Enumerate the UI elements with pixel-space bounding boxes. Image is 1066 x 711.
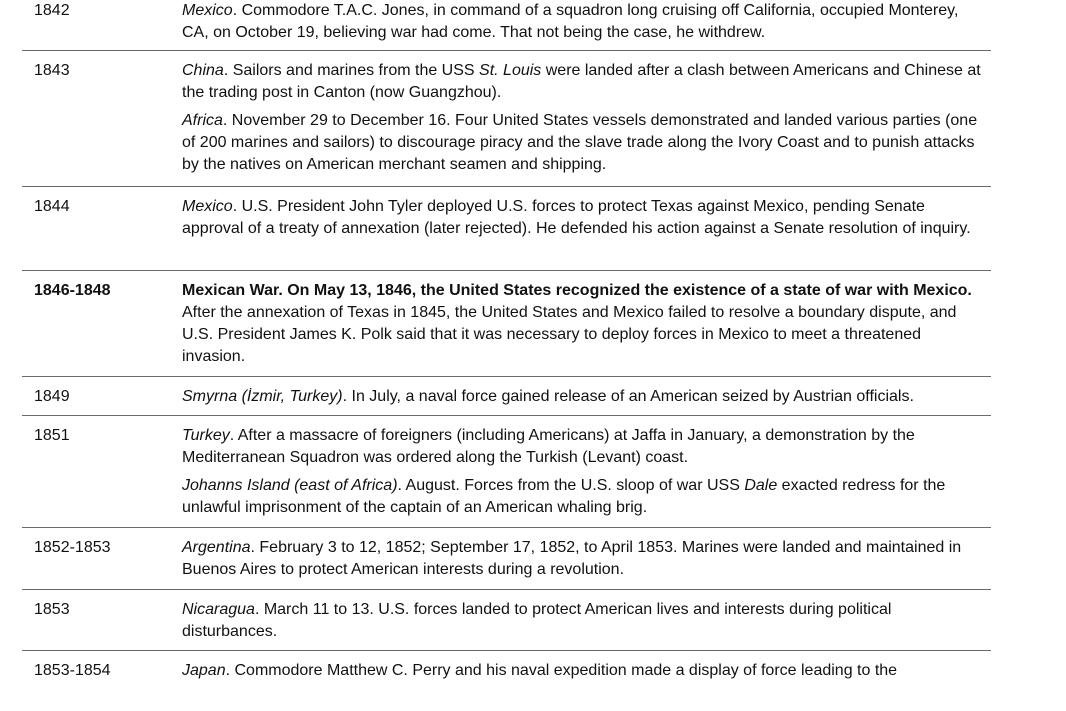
year-cell: 1842 (34, 2, 70, 19)
table-row (22, 377, 991, 416)
description-cell (182, 599, 982, 649)
description-text: . August. Forces from the U.S. sloop of war USS (397, 477, 745, 494)
location-label: Mexico (182, 2, 233, 19)
location-label: China (182, 62, 224, 79)
description-text: . U.S. President John Tyler deployed U.S. forces to protect Texas against Mexico, pending Senate approval of a treaty of annexation (later rejected). He defended his action against a Senate resolution of inquiry. (182, 198, 971, 237)
description-cell (182, 660, 982, 688)
year-cell: 1844 (34, 198, 70, 215)
location-label: Mexico (182, 198, 233, 215)
location-label: Argentina (182, 539, 251, 556)
table-row (22, 590, 991, 651)
table-row (22, 51, 991, 187)
description-text: . Commodore Matthew C. Perry and his naval expedition made a display of force leading to the (225, 662, 898, 679)
description-cell (182, 60, 982, 182)
year-cell: 1846-1848 (34, 282, 111, 299)
location-label: Nicaragua (182, 601, 255, 618)
description-text: . November 29 to December 16. Four United States vessels demonstrated and landed various parties (one of 200 marines and sailors) to discourage piracy and the slave trade along the Ivory Coast and to punish attacks by the natives on American merchant seamen and shipping. (182, 112, 978, 173)
description-text: . February 3 to 12, 1852; September 17, 1852, to April 1853. Marines were landed and maintained in Buenos Aires to protect American interests during a revolution. (182, 539, 962, 578)
location-label: Smyrna (İzmir, Turkey) (182, 388, 343, 405)
location-label: Africa (182, 112, 223, 129)
year-cell: 1849 (34, 388, 70, 405)
description-cell (182, 280, 982, 374)
description-text: exacted redress for the unlawful imprisonment of the captain of an American whaling brig. (182, 477, 946, 516)
ship-name: Dale (744, 477, 778, 494)
table-row (22, 187, 991, 271)
description-cell (182, 386, 982, 414)
description-cell (182, 0, 982, 50)
table-row (22, 0, 991, 51)
description-cell (182, 196, 982, 246)
table-row (22, 416, 991, 528)
table-row (22, 651, 991, 711)
description-text: were landed after a clash between Americans and Chinese at the trading post in Canton (now Guangzhou). (182, 62, 981, 101)
year-cell: 1853-1854 (34, 662, 111, 679)
location-label: Turkey (182, 427, 230, 444)
year-cell: 1852-1853 (34, 539, 111, 556)
year-cell: 1851 (34, 427, 70, 444)
location-label: Johanns Island (east of Africa) (182, 477, 398, 494)
description-text: . In July, a naval force gained release of an American seized by Austrian officials. (342, 388, 914, 405)
war-heading: Mexican War. On May 13, 1846, the United States recognized the existence of a state of war with Mexico. (182, 282, 972, 299)
description-cell (182, 537, 982, 587)
description-cell (182, 425, 982, 525)
ship-name: St. Louis (479, 62, 542, 79)
description-text: . Sailors and marines from the USS (223, 62, 480, 79)
table-row (22, 528, 991, 590)
location-label: Japan (182, 662, 226, 679)
year-cell: 1853 (34, 601, 70, 618)
table-row (22, 271, 991, 377)
description-text: . March 11 to 13. U.S. forces landed to protect American lives and interests during political disturbances. (182, 601, 892, 640)
description-text: After the annexation of Texas in 1845, the United States and Mexico failed to resolve a boundary dispute, and U.S. President James K. Polk said that it was necessary to deploy forces in Mexico to meet a threatened invasion. (182, 304, 957, 365)
description-text: . Commodore T.A.C. Jones, in command of a squadron long cruising off California, occupied Monterey, CA, on October 19, believing war had come. That not being the case, he withdrew. (182, 2, 959, 41)
description-text: . After a massacre of foreigners (including Americans) at Jaffa in January, a demonstration by the Mediterranean Squadron was ordered along the Turkish (Levant) coast. (182, 427, 915, 466)
year-cell: 1843 (34, 62, 70, 79)
